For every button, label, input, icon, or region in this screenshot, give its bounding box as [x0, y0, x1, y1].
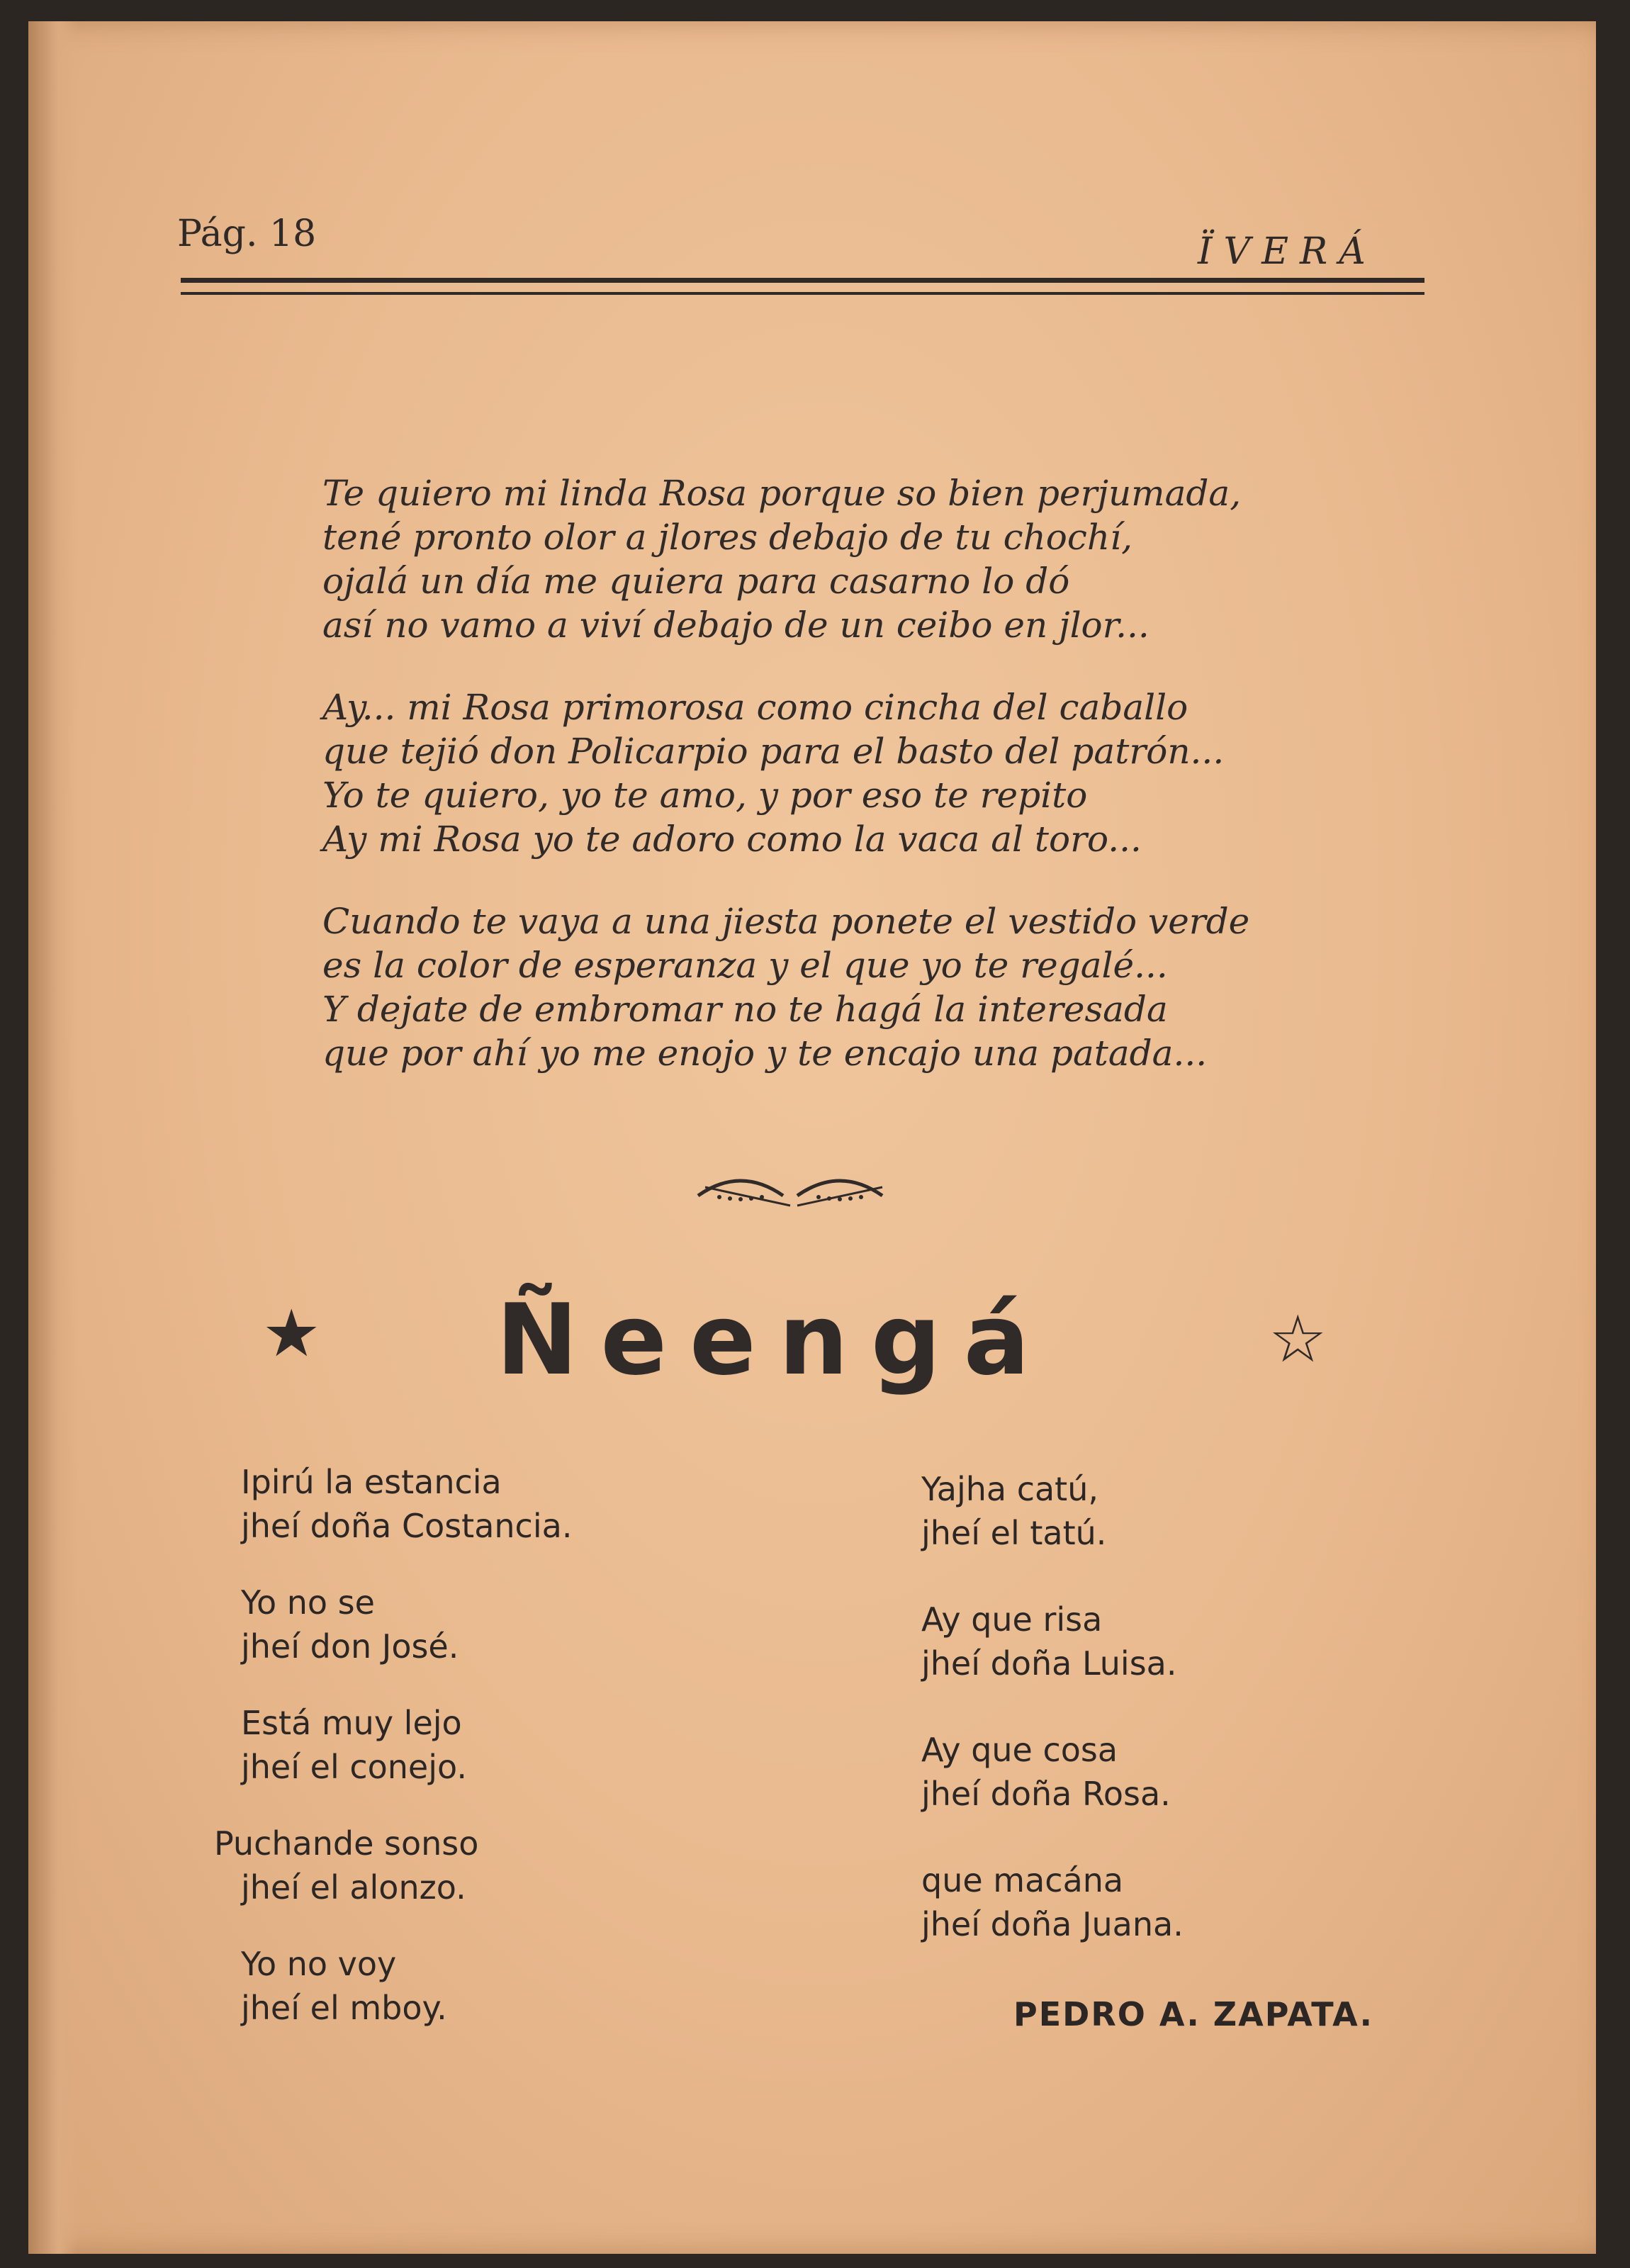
poem-stanza — [322, 899, 1300, 1075]
verse-couplet — [214, 1821, 751, 1909]
verse-line: Está muy lejo — [241, 1704, 462, 1742]
header-rule-thick — [181, 278, 1424, 283]
verse-couplet — [241, 1942, 751, 2030]
verse-couplet — [921, 1598, 1432, 1685]
ornament-divider-icon — [691, 1166, 896, 1208]
verse-line: jheí el tatú. — [921, 1514, 1107, 1552]
poem-line: Yo te quiero, yo te amo, y por eso te repito — [322, 775, 1088, 816]
header-rule-thin — [181, 292, 1424, 295]
verse-line: jheí doña Costancia. — [241, 1507, 573, 1545]
verse-line: Ay que cosa — [921, 1731, 1118, 1769]
poem — [322, 471, 1300, 1113]
verse-line: jheí el mboy. — [241, 1989, 447, 2027]
verse-couplet — [241, 1581, 751, 1668]
verse-line: jheí doña Rosa. — [921, 1775, 1171, 1813]
section-title: Ñeengá — [496, 1283, 1052, 1397]
page-number: Pág. 18 — [177, 213, 317, 255]
verse-line: que macána — [921, 1861, 1124, 1899]
outline-star-icon: ☆ — [1269, 1301, 1327, 1377]
verse-line: jheí don José. — [241, 1627, 459, 1666]
author-signature: PEDRO A. ZAPATA. — [1013, 1995, 1374, 2033]
verse-line: Yo no se — [241, 1583, 375, 1622]
verse-line: Ipirú la estancia — [241, 1463, 502, 1501]
poem-line: Y dejate de embromar no te hagá la interesada — [322, 989, 1168, 1030]
verse-couplet — [921, 1858, 1432, 1946]
verse-line: Puchande sonso — [214, 1824, 479, 1863]
poem-line: Te quiero mi linda Rosa porque so bien perjumada, — [322, 473, 1242, 514]
verse-line: Yajha catú, — [921, 1470, 1098, 1508]
verse-couplet — [921, 1467, 1432, 1555]
poem-line: Cuando te vaya a una jiesta ponete el vestido verde — [322, 901, 1250, 942]
verse-line: Yo no voy — [241, 1945, 397, 1983]
verse-line: jheí doña Luisa. — [921, 1644, 1177, 1683]
verse-column-right — [921, 1467, 1432, 1989]
verse-couplet — [241, 1701, 751, 1789]
poem-stanza — [322, 471, 1300, 647]
page-spine-shadow — [28, 21, 78, 2254]
verse-couplet — [241, 1460, 751, 1548]
poem-line: es la color de esperanza y el que yo te regalé... — [322, 945, 1168, 986]
poem-line: ojalá un día me quiera para casarno lo dó — [322, 561, 1070, 602]
binding-edge — [1596, 0, 1630, 2268]
poem-line: que tejió don Policarpio para el basto del patrón... — [322, 731, 1225, 772]
poem-line: Ay mi Rosa yo te adoro como la vaca al toro... — [322, 819, 1142, 860]
poem-line: Ay... mi Rosa primorosa como cincha del caballo — [322, 687, 1188, 728]
verse-line: jheí el alonzo. — [241, 1868, 466, 1907]
section-title-row — [262, 1283, 1339, 1396]
verse-column-left — [214, 1460, 751, 2062]
poem-line: tené pronto olor a jlores debajo de tu chochí, — [322, 517, 1132, 558]
running-title: ÏVERÁ — [1198, 230, 1377, 273]
verse-line: jheí el conejo. — [241, 1748, 467, 1786]
poem-line: que por ahí yo me enojo y te encajo una patada... — [322, 1033, 1208, 1074]
verse-line: jheí doña Juana. — [921, 1905, 1184, 1943]
verse-line: Ay que risa — [921, 1600, 1103, 1639]
verse-couplet — [921, 1728, 1432, 1816]
poem-line: así no vamo a viví debajo de un ceibo en jlor... — [322, 605, 1150, 646]
solid-star-icon: ★ — [262, 1296, 321, 1371]
poem-stanza — [322, 685, 1300, 861]
